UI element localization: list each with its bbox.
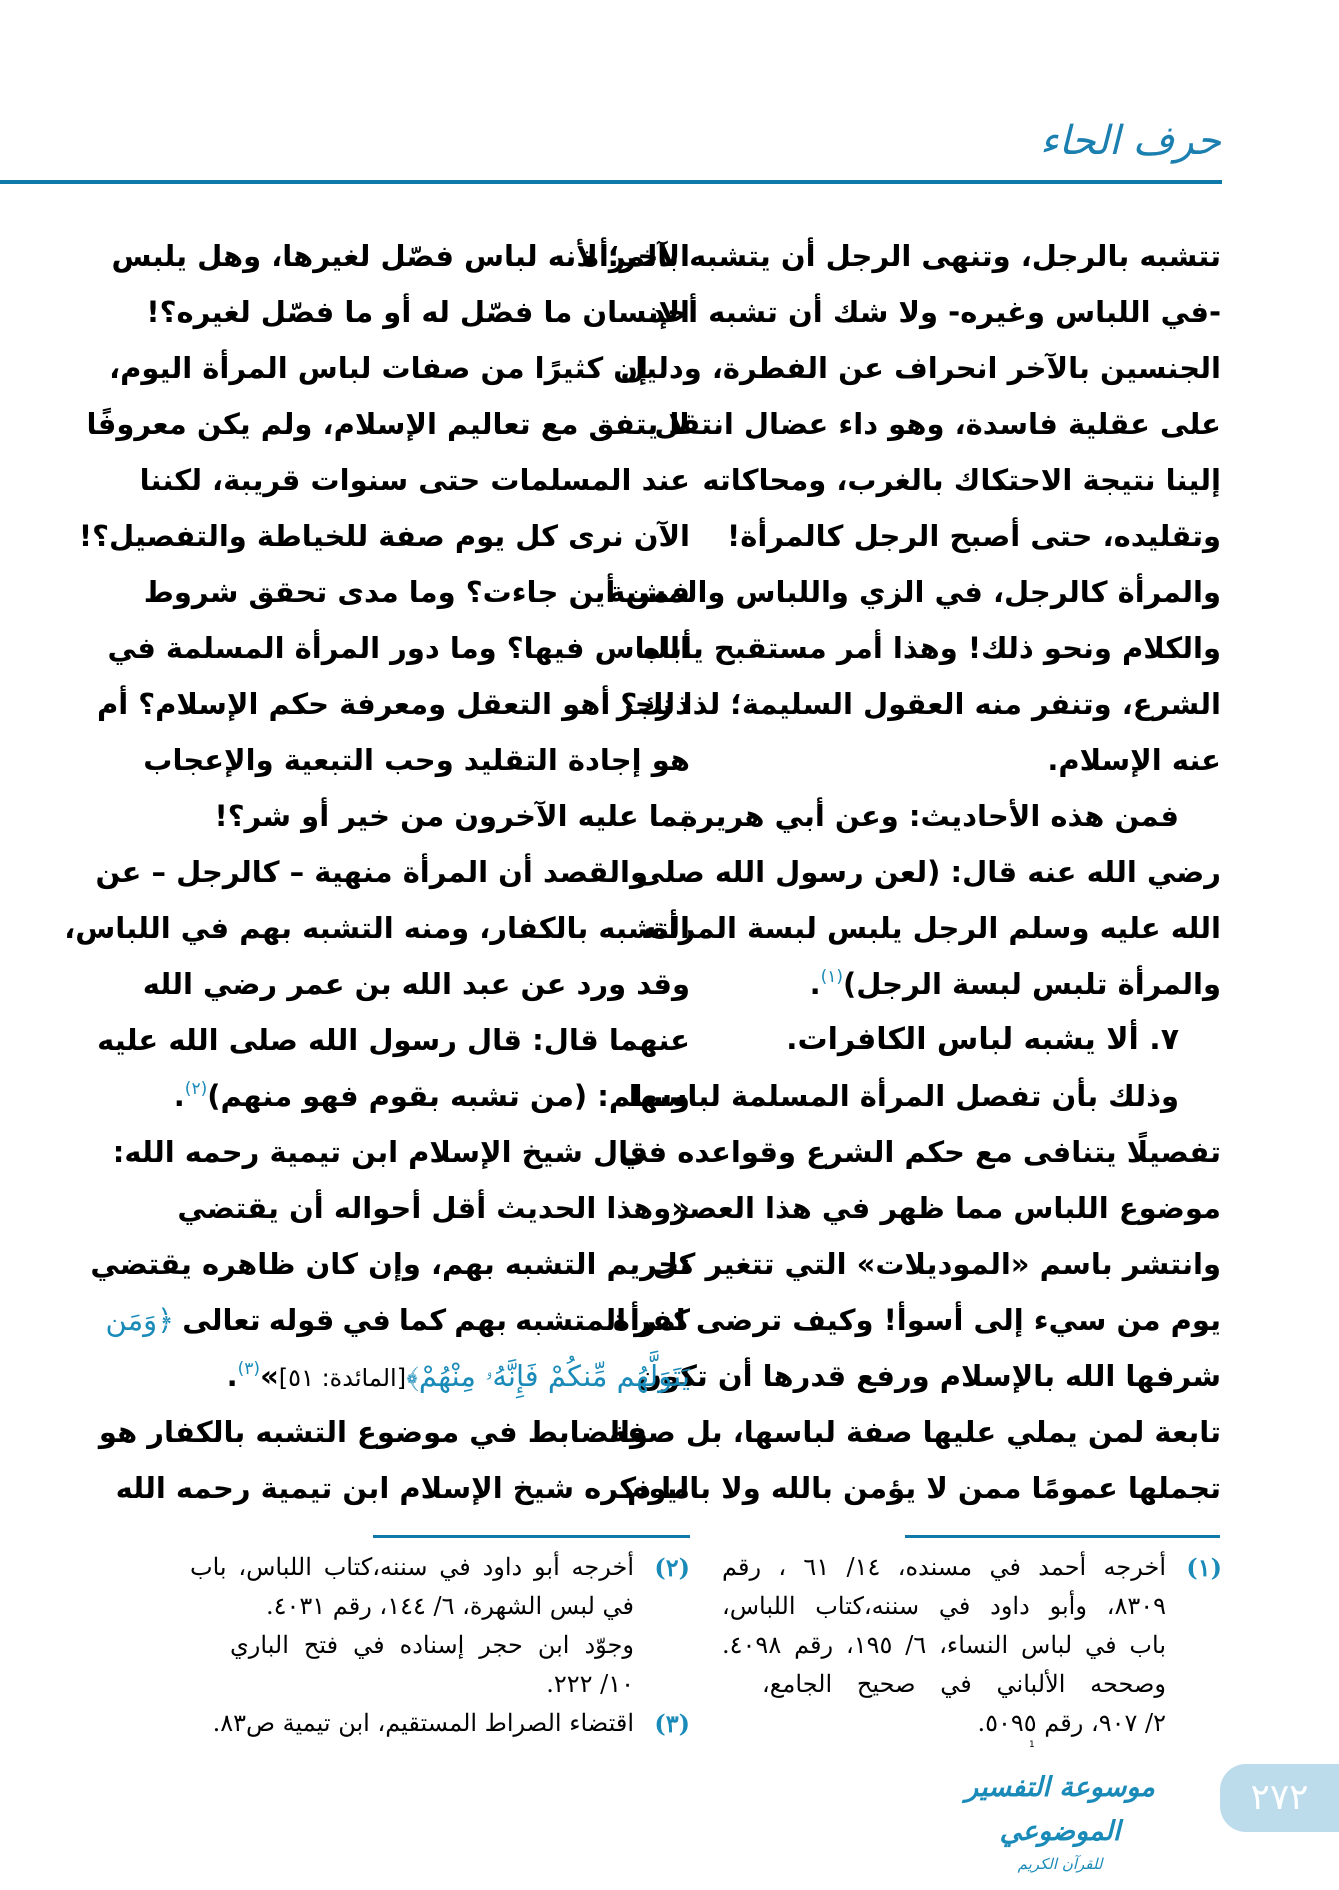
text-line <box>105 1292 690 1348</box>
footnote-line: ١٠/ ٢٢٢. <box>546 1670 634 1698</box>
text-line: وقد ورد عن عبد الله بن عمر رضي الله <box>142 967 690 1001</box>
text-line: إلينا نتيجة الاحتكاك بالغرب، ومحاكاته <box>702 463 1221 497</box>
logo-subtitle: للقرآن الكريم <box>1017 1855 1103 1873</box>
text-line: يوم من سيء إلى أسوأ! وكيف ترضى امرأة <box>612 1303 1221 1337</box>
footnote-line: وصححه الألباني في صحيح الجامع، <box>762 1670 1166 1698</box>
text-segment: كفر المتشبه بهم كما في قوله تعالى <box>182 1303 690 1337</box>
text-line: عند المسلمات حتى سنوات قريبة، لكننا <box>139 463 690 497</box>
text-line: هو إجادة التقليد وحب التبعية والإعجاب <box>143 743 690 777</box>
text-line: فمن هذه الأحاديث: وعن أبي هريرة <box>680 799 1179 833</box>
text-line: تابعة لمن يملي عليها صفة لباسها، بل صفة <box>609 1415 1221 1449</box>
footnote-line: ٢/ ٩٠٧، رقم ٥٠٩٥. <box>977 1709 1166 1737</box>
text-line: وذلك بأن تفصل المرأة المسلمة لباسها <box>628 1079 1179 1113</box>
text-line: والكلام ونحو ذلك! وهذا أمر مستقبح يأباه <box>643 631 1221 665</box>
footnote-number: (١) <box>1186 1553 1222 1582</box>
quran-verse: يَتَوَلَّهُم مِّنكُمْ فَإِنَّهُۥ مِنْهُمْ﴾ <box>406 1359 690 1393</box>
text-line: الجنسين بالآخر انحراف عن الفطرة، ودليل <box>620 351 1221 385</box>
text-line: بما عليه الآخرون من خير أو شر؟! <box>214 799 690 833</box>
quran-line <box>196 1348 690 1404</box>
text-line: على عقلية فاسدة، وهو داء عضال انتقل <box>654 407 1221 441</box>
text-line: التشبه بالكفار، ومنه التشبه بهم في اللباس، <box>64 911 690 945</box>
text-line: قال شيخ الإسلام ابن تيمية رحمه الله: <box>112 1135 648 1169</box>
text-line: تحريم التشبه بهم، وإن كان ظاهره يقتضي <box>90 1247 690 1281</box>
text-line: لا يتفق مع تعاليم الإسلام، ولم يكن معروفًا <box>86 407 690 441</box>
text-line: ذلك؟ أهو التعقل ومعرفة حكم الإسلام؟ أم <box>96 687 690 721</box>
footnote-1 <box>722 1548 1222 1587</box>
text-line: عنه الإسلام. <box>1047 743 1221 777</box>
header-rule <box>0 180 1222 184</box>
text-line: شرفها الله بالإسلام ورفع قدرها أن تكون <box>637 1359 1221 1393</box>
footnote-3 <box>190 1704 690 1743</box>
text-line: الآن نرى كل يوم صفة للخياطة والتفصيل؟! <box>78 519 690 553</box>
text-line: تجملها عمومًا ممن لا يؤمن بالله ولا باليوم <box>627 1471 1221 1505</box>
close-quote: » <box>260 1359 279 1393</box>
footnote-separator <box>905 1535 1220 1538</box>
hadith-line: الله عليه وسلم الرجل يلبس لبسة المرأة، <box>640 911 1221 945</box>
text-line: اللباس فيها؟ وما دور المرأة المسلمة في <box>107 631 690 665</box>
text-line: «وهذا الحديث أقل أحواله أن يقتضي <box>177 1191 690 1225</box>
footnotes-left <box>190 1548 690 1743</box>
text-line: عنهما قال: قال رسول الله صلى الله عليه <box>97 1023 690 1057</box>
text-line: تفصيلًا يتنافى مع حكم الشرع وقواعده في <box>618 1135 1221 1169</box>
chapter-title: حرف الحاء <box>1039 118 1221 164</box>
footnote-ref-1[interactable]: (١) <box>820 967 844 987</box>
footnote-2 <box>190 1548 690 1587</box>
footnote-line: باب في لباس النساء، ٦/ ١٩٥، رقم ٤٠٩٨. <box>722 1631 1166 1659</box>
period: . <box>226 1359 238 1393</box>
footnote-number: (٣) <box>654 1709 690 1738</box>
text-line: وانتشر باسم «الموديلات» التي تتغير كل <box>652 1247 1221 1281</box>
left-column <box>64 228 690 1516</box>
period: . <box>173 1079 185 1113</box>
text-line: ما ذكره شيخ الإسلام ابن تيمية رحمه الله <box>115 1471 690 1505</box>
hadith-text: والمرأة تلبس لبسة الرجل) <box>843 967 1221 1001</box>
footnote-line: وجوّد ابن حجر إسناده في فتح الباري <box>230 1631 634 1659</box>
footnote-text: أخرجه أبو داود في سننه،كتاب اللباس، باب <box>190 1553 634 1581</box>
text-line: إن كثيرًا من صفات لباس المرأة اليوم، <box>109 351 648 385</box>
footnote-ref-3[interactable]: (٣) <box>237 1359 261 1379</box>
text-line: والضابط في موضوع التشبه بالكفار هو <box>98 1415 648 1449</box>
footnote-separator <box>373 1535 690 1538</box>
text-line: رضي الله عنه قال: (لعن رسول الله صلى <box>635 855 1221 889</box>
logo-title: موسوعة التفسير الموضوعي <box>965 1772 1155 1847</box>
footnote-text: أخرجه أحمد في مسنده، ١٤/ ٦١ ، رقم <box>722 1553 1166 1581</box>
text-line: الإنسان ما فصّل له أو ما فصّل لغيره؟! <box>146 295 690 329</box>
text-line: والقصد أن المرأة منهية – كالرجل – عن <box>95 855 648 889</box>
footnote-number: (٢) <box>654 1553 690 1582</box>
text-line: فمن أين جاءت؟ وما مدى تحقق شروط <box>143 575 690 609</box>
text-line: والمرأة كالرجل، في الزي واللباس والمشية <box>608 575 1221 609</box>
hadith-line <box>173 1068 690 1124</box>
footnote-text: اقتضاء الصراط المستقيم، ابن تيمية ص٨٣. <box>212 1709 634 1737</box>
text-line: وتقليده، حتى أصبح الرجل كالمرأة! <box>727 519 1221 553</box>
footnote-ref-2[interactable]: (٢) <box>184 1079 208 1099</box>
text-line: موضوع اللباس مما ظهر في هذا العصر <box>671 1191 1221 1225</box>
footnotes-right <box>722 1548 1222 1743</box>
text-line: الشرع، وتنفر منه العقول السليمة؛ لذا زجر <box>616 687 1221 721</box>
text-line: الآخر؛ لأنه لباس فصّل لغيرها، وهل يلبس <box>111 239 690 273</box>
hadith-text: وسلم: (من تشبه بقوم فهو منهم) <box>207 1079 690 1113</box>
verse-reference: [المائدة: ٥١] <box>278 1364 407 1392</box>
text-line: تتشبه بالرجل، وتنهى الرجل أن يتشبه بالمرأة <box>581 239 1221 273</box>
text-line: -في اللباس وغيره- ولا شك أن تشبه أحد <box>650 295 1221 329</box>
section-heading: ٧. ألا يشبه لباس الكافرات. <box>786 1022 1179 1057</box>
footnote-line: في لبس الشهرة، ٦/ ١٤٤، رقم ٤٠٣١. <box>265 1592 634 1620</box>
right-column <box>581 228 1221 1516</box>
footnote-line: ٨٣٠٩، وأبو داود في سننه،كتاب اللباس، <box>722 1592 1166 1620</box>
page-number: ٢٧٢ <box>1220 1764 1339 1832</box>
hadith-line <box>727 956 1221 1012</box>
encyclopedia-logo <box>935 1766 1185 1873</box>
quran-verse-start: ﴿وَمَن <box>105 1303 175 1337</box>
period: . <box>809 967 821 1001</box>
stray-mark: 1 <box>1029 1740 1035 1750</box>
